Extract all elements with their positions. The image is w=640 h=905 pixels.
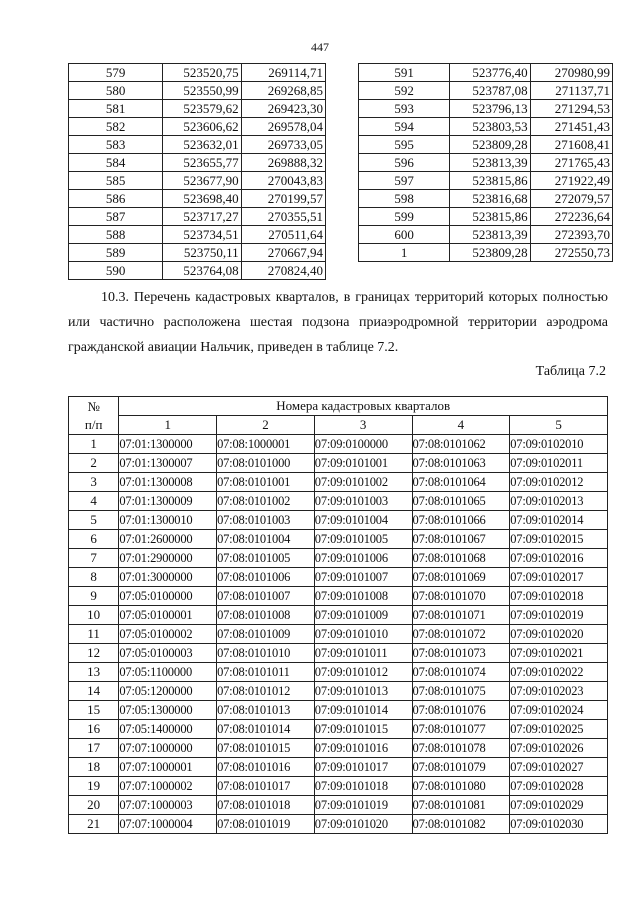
y-coordinate: 272550,73 <box>530 244 612 262</box>
y-coordinate: 271608,41 <box>530 136 612 154</box>
cadastral-quarter: 07:08:0101064 <box>412 473 510 492</box>
cadastral-quarter: 07:08:0101077 <box>412 720 510 739</box>
cadastral-quarter: 07:01:1300008 <box>119 473 217 492</box>
cadastral-quarter: 07:08:0101014 <box>217 720 315 739</box>
cadastral-quarter: 07:01:3000000 <box>119 568 217 587</box>
point-number: 591 <box>359 64 450 82</box>
cadastral-quarter: 07:09:0101011 <box>314 644 412 663</box>
cadastral-quarter: 07:08:0101001 <box>217 473 315 492</box>
cadastral-quarter: 07:09:0102025 <box>510 720 608 739</box>
cadastral-quarter: 07:08:0101073 <box>412 644 510 663</box>
table-row <box>69 262 326 280</box>
cadastral-quarter: 07:09:0101013 <box>314 682 412 701</box>
x-coordinate: 523813,39 <box>450 226 530 244</box>
cadastral-quarter: 07:01:2900000 <box>119 549 217 568</box>
table-row <box>69 587 608 606</box>
row-number: 4 <box>69 492 119 511</box>
cadastral-quarter: 07:09:0101009 <box>314 606 412 625</box>
y-coordinate: 270043,83 <box>241 172 325 190</box>
cadastral-quarter: 07:05:1300000 <box>119 701 217 720</box>
cadastral-quarter: 07:09:0102014 <box>510 511 608 530</box>
cadastral-quarter: 07:09:0102015 <box>510 530 608 549</box>
point-number: 592 <box>359 82 450 100</box>
x-coordinate: 523813,39 <box>450 154 530 172</box>
x-coordinate: 523606,62 <box>163 118 241 136</box>
point-number: 597 <box>359 172 450 190</box>
cadastral-quarter: 07:08:0101068 <box>412 549 510 568</box>
cadastral-quarter: 07:09:0101007 <box>314 568 412 587</box>
y-coordinate: 270511,64 <box>241 226 325 244</box>
cadastral-quarter: 07:08:0101078 <box>412 739 510 758</box>
cadastral-quarter: 07:07:1000000 <box>119 739 217 758</box>
row-number: 20 <box>69 796 119 815</box>
cadastral-quarter: 07:07:1000002 <box>119 777 217 796</box>
table-row <box>359 100 613 118</box>
row-number: 16 <box>69 720 119 739</box>
table-row <box>359 172 613 190</box>
row-number: 6 <box>69 530 119 549</box>
column-number: 1 <box>119 416 217 435</box>
row-number: 1 <box>69 435 119 454</box>
y-coordinate: 269114,71 <box>241 64 325 82</box>
column-number-row <box>69 416 608 435</box>
row-number: 21 <box>69 815 119 834</box>
x-coordinate: 523734,51 <box>163 226 241 244</box>
cadastral-quarter: 07:09:0102018 <box>510 587 608 606</box>
x-coordinate: 523550,99 <box>163 82 241 100</box>
cadastral-quarter: 07:09:0101004 <box>314 511 412 530</box>
cadastral-quarter: 07:08:0101066 <box>412 511 510 530</box>
cadastral-quarter: 07:08:0101010 <box>217 644 315 663</box>
cadastral-quarter: 07:09:0101015 <box>314 720 412 739</box>
cadastral-quarter: 07:09:0102028 <box>510 777 608 796</box>
table-row <box>69 758 608 777</box>
cadastral-quarter: 07:09:0101006 <box>314 549 412 568</box>
cadastral-quarter: 07:08:0101009 <box>217 625 315 644</box>
y-coordinate: 271922,49 <box>530 172 612 190</box>
table-row <box>359 82 613 100</box>
row-number: 7 <box>69 549 119 568</box>
coordinates-table-left <box>68 63 326 280</box>
column-number: 3 <box>314 416 412 435</box>
y-coordinate: 270667,94 <box>241 244 325 262</box>
cadastral-quarter: 07:09:0101001 <box>314 454 412 473</box>
table-row <box>69 625 608 644</box>
cadastral-quarter: 07:08:0101012 <box>217 682 315 701</box>
x-coordinate: 523815,86 <box>450 208 530 226</box>
point-number: 582 <box>69 118 163 136</box>
table-row <box>69 172 326 190</box>
table-row <box>69 64 326 82</box>
cadastral-quarter: 07:08:0101065 <box>412 492 510 511</box>
column-number: 4 <box>412 416 510 435</box>
cadastral-quarter: 07:08:0101075 <box>412 682 510 701</box>
table-row <box>69 606 608 625</box>
table-row <box>69 136 326 154</box>
table-row <box>359 118 613 136</box>
point-number: 599 <box>359 208 450 226</box>
table-row <box>69 511 608 530</box>
row-number: 15 <box>69 701 119 720</box>
cadastral-quarter: 07:07:1000001 <box>119 758 217 777</box>
x-coordinate: 523776,40 <box>450 64 530 82</box>
x-coordinate: 523809,28 <box>450 136 530 154</box>
cadastral-quarter: 07:07:1000003 <box>119 796 217 815</box>
table-row <box>69 492 608 511</box>
y-coordinate: 269733,05 <box>241 136 325 154</box>
cadastral-quarter: 07:09:0102012 <box>510 473 608 492</box>
table-row <box>69 435 608 454</box>
cadastral-quarter: 07:01:1300010 <box>119 511 217 530</box>
table-row <box>69 154 326 172</box>
cadastral-quarter: 07:05:0100000 <box>119 587 217 606</box>
cadastral-quarter: 07:08:1000001 <box>217 435 315 454</box>
cadastral-quarter: 07:09:0102024 <box>510 701 608 720</box>
cadastral-quarter: 07:08:0101069 <box>412 568 510 587</box>
x-coordinate: 523579,62 <box>163 100 241 118</box>
x-coordinate: 523809,28 <box>450 244 530 262</box>
table-row <box>69 226 326 244</box>
y-coordinate: 270980,99 <box>530 64 612 82</box>
cadastral-quarter: 07:08:0101076 <box>412 701 510 720</box>
cadastral-quarter: 07:08:0101005 <box>217 549 315 568</box>
cadastral-quarter: 07:08:0101080 <box>412 777 510 796</box>
table-row <box>359 226 613 244</box>
cadastral-quarter: 07:08:0101017 <box>217 777 315 796</box>
table-row <box>69 815 608 834</box>
row-number: 3 <box>69 473 119 492</box>
y-coordinate: 272393,70 <box>530 226 612 244</box>
table-row <box>69 568 608 587</box>
cadastral-quarter: 07:09:0101019 <box>314 796 412 815</box>
page-number: 447 <box>311 40 329 54</box>
x-coordinate: 523787,08 <box>450 82 530 100</box>
cadastral-quarter: 07:08:0101082 <box>412 815 510 834</box>
point-number: 584 <box>69 154 163 172</box>
cadastral-quarter: 07:09:0101002 <box>314 473 412 492</box>
x-coordinate: 523750,11 <box>163 244 241 262</box>
cadastral-quarter: 07:08:0101003 <box>217 511 315 530</box>
cadastral-quarter: 07:09:0101003 <box>314 492 412 511</box>
y-coordinate: 271294,53 <box>530 100 612 118</box>
cadastral-quarter: 07:08:0101000 <box>217 454 315 473</box>
point-number: 587 <box>69 208 163 226</box>
y-coordinate: 271137,71 <box>530 82 612 100</box>
table-row <box>359 154 613 172</box>
cadastral-quarter: 07:08:0101072 <box>412 625 510 644</box>
table-row <box>69 739 608 758</box>
cadastral-quarter: 07:08:0101067 <box>412 530 510 549</box>
table-caption: Таблица 7.2 <box>535 364 606 379</box>
point-number: 586 <box>69 190 163 208</box>
x-coordinate: 523764,08 <box>163 262 241 280</box>
cadastral-quarter: 07:08:0101006 <box>217 568 315 587</box>
row-number: 8 <box>69 568 119 587</box>
x-coordinate: 523796,13 <box>450 100 530 118</box>
cadastral-quarter: 07:08:0101081 <box>412 796 510 815</box>
table-row <box>69 682 608 701</box>
cadastral-quarter: 07:08:0101019 <box>217 815 315 834</box>
point-number: 585 <box>69 172 163 190</box>
header-number-top: № <box>87 398 100 414</box>
row-number: 5 <box>69 511 119 530</box>
row-number: 14 <box>69 682 119 701</box>
y-coordinate: 272236,64 <box>530 208 612 226</box>
point-number: 593 <box>359 100 450 118</box>
point-number: 581 <box>69 100 163 118</box>
y-coordinate: 270199,57 <box>241 190 325 208</box>
cadastral-quarter: 07:01:1300000 <box>119 435 217 454</box>
cadastral-quarter: 07:09:0102011 <box>510 454 608 473</box>
cadastral-quarter: 07:09:0102029 <box>510 796 608 815</box>
x-coordinate: 523816,68 <box>450 190 530 208</box>
cadastral-quarter: 07:09:0101010 <box>314 625 412 644</box>
cadastral-quarter: 07:01:1300009 <box>119 492 217 511</box>
table-row <box>69 454 608 473</box>
cadastral-quarter: 07:09:0102010 <box>510 435 608 454</box>
point-number: 598 <box>359 190 450 208</box>
point-number: 1 <box>359 244 450 262</box>
cadastral-quarter: 07:05:0100001 <box>119 606 217 625</box>
cadastral-quarter: 07:08:0101063 <box>412 454 510 473</box>
y-coordinate: 271451,43 <box>530 118 612 136</box>
point-number: 579 <box>69 64 163 82</box>
cadastral-quarter: 07:08:0101018 <box>217 796 315 815</box>
y-coordinate: 272079,57 <box>530 190 612 208</box>
cadastral-quarter: 07:05:1400000 <box>119 720 217 739</box>
y-coordinate: 269578,04 <box>241 118 325 136</box>
table-row <box>69 777 608 796</box>
cadastral-quarter: 07:09:0102030 <box>510 815 608 834</box>
x-coordinate: 523698,40 <box>163 190 241 208</box>
table-row <box>69 82 326 100</box>
cadastral-quarter: 07:09:0102026 <box>510 739 608 758</box>
cadastral-quarter: 07:08:0101074 <box>412 663 510 682</box>
row-number: 18 <box>69 758 119 777</box>
y-coordinate: 270355,51 <box>241 208 325 226</box>
cadastral-quarter: 07:05:1100000 <box>119 663 217 682</box>
row-number: 13 <box>69 663 119 682</box>
cadastral-quarter: 07:08:0101062 <box>412 435 510 454</box>
x-coordinate: 523520,75 <box>163 64 241 82</box>
coordinates-table-right <box>358 63 613 262</box>
row-number: 17 <box>69 739 119 758</box>
table-row <box>69 796 608 815</box>
cadastral-quarter: 07:09:0101017 <box>314 758 412 777</box>
row-number: 12 <box>69 644 119 663</box>
cadastral-quarter: 07:09:0102020 <box>510 625 608 644</box>
table-row <box>69 701 608 720</box>
point-number: 580 <box>69 82 163 100</box>
x-coordinate: 523677,90 <box>163 172 241 190</box>
cadastral-quarter: 07:08:0101007 <box>217 587 315 606</box>
cadastral-quarter: 07:08:0101015 <box>217 739 315 758</box>
x-coordinate: 523803,53 <box>450 118 530 136</box>
y-coordinate: 270824,40 <box>241 262 325 280</box>
point-number: 589 <box>69 244 163 262</box>
cadastral-quarters-table <box>68 396 608 834</box>
point-number: 583 <box>69 136 163 154</box>
table-row <box>69 244 326 262</box>
table-row <box>69 100 326 118</box>
table-row <box>69 118 326 136</box>
cadastral-quarter: 07:08:0101016 <box>217 758 315 777</box>
cadastral-quarter: 07:09:0101012 <box>314 663 412 682</box>
header-group: Номера кадастровых кварталов <box>119 397 608 416</box>
point-number: 588 <box>69 226 163 244</box>
cadastral-quarter: 07:08:0101008 <box>217 606 315 625</box>
cadastral-quarter: 07:08:0101011 <box>217 663 315 682</box>
table-row <box>359 244 613 262</box>
cadastral-quarter: 07:09:0101014 <box>314 701 412 720</box>
x-coordinate: 523717,27 <box>163 208 241 226</box>
table-row <box>359 190 613 208</box>
point-number: 590 <box>69 262 163 280</box>
table-row <box>69 720 608 739</box>
point-number: 595 <box>359 136 450 154</box>
cadastral-quarter: 07:09:0102019 <box>510 606 608 625</box>
cadastral-quarter: 07:09:0101008 <box>314 587 412 606</box>
cadastral-quarter: 07:08:0101013 <box>217 701 315 720</box>
table-row <box>69 644 608 663</box>
cadastral-quarter: 07:05:0100003 <box>119 644 217 663</box>
column-number: 2 <box>217 416 315 435</box>
cadastral-quarter: 07:05:0100002 <box>119 625 217 644</box>
paragraph-text: 10.3. Перечень кадастровых кварталов, в границах территорий которых полностью или частично расположена шестая подзона приаэродромной территории аэродрома гражданской авиации Нальчик, приведен в таблице 7.2. <box>68 290 608 355</box>
cadastral-quarter: 07:01:1300007 <box>119 454 217 473</box>
cadastral-quarter: 07:08:0101004 <box>217 530 315 549</box>
y-coordinate: 269888,32 <box>241 154 325 172</box>
y-coordinate: 269268,85 <box>241 82 325 100</box>
x-coordinate: 523815,86 <box>450 172 530 190</box>
point-number: 600 <box>359 226 450 244</box>
x-coordinate: 523655,77 <box>163 154 241 172</box>
table-row <box>359 136 613 154</box>
cadastral-quarter: 07:09:0102016 <box>510 549 608 568</box>
header-number-bottom: п/п <box>84 416 103 432</box>
cadastral-quarter: 07:08:0101002 <box>217 492 315 511</box>
cadastral-quarter: 07:09:0100000 <box>314 435 412 454</box>
row-number: 11 <box>69 625 119 644</box>
point-number: 594 <box>359 118 450 136</box>
cadastral-quarter: 07:08:0101071 <box>412 606 510 625</box>
cadastral-quarter: 07:09:0101018 <box>314 777 412 796</box>
y-coordinate: 269423,30 <box>241 100 325 118</box>
paragraph-10-3 <box>68 285 608 360</box>
header-number <box>69 397 119 435</box>
table-row <box>69 190 326 208</box>
y-coordinate: 271765,43 <box>530 154 612 172</box>
cadastral-quarter: 07:05:1200000 <box>119 682 217 701</box>
cadastral-quarter: 07:07:1000004 <box>119 815 217 834</box>
cadastral-quarter: 07:09:0102021 <box>510 644 608 663</box>
table-row <box>359 208 613 226</box>
cadastral-quarter: 07:01:2600000 <box>119 530 217 549</box>
table-row <box>69 549 608 568</box>
column-number: 5 <box>510 416 608 435</box>
row-number: 9 <box>69 587 119 606</box>
x-coordinate: 523632,01 <box>163 136 241 154</box>
cadastral-quarter: 07:09:0101016 <box>314 739 412 758</box>
table-row <box>69 473 608 492</box>
cadastral-quarter: 07:09:0101020 <box>314 815 412 834</box>
row-number: 2 <box>69 454 119 473</box>
cadastral-quarter: 07:09:0101005 <box>314 530 412 549</box>
table-row <box>69 208 326 226</box>
cadastral-quarter: 07:09:0102023 <box>510 682 608 701</box>
row-number: 19 <box>69 777 119 796</box>
cadastral-quarter: 07:09:0102027 <box>510 758 608 777</box>
cadastral-quarter: 07:09:0102022 <box>510 663 608 682</box>
cadastral-quarter: 07:08:0101070 <box>412 587 510 606</box>
cadastral-quarter: 07:08:0101079 <box>412 758 510 777</box>
table-row <box>69 530 608 549</box>
table-row <box>359 64 613 82</box>
cadastral-quarter: 07:09:0102013 <box>510 492 608 511</box>
row-number: 10 <box>69 606 119 625</box>
point-number: 596 <box>359 154 450 172</box>
table-row <box>69 663 608 682</box>
cadastral-quarter: 07:09:0102017 <box>510 568 608 587</box>
